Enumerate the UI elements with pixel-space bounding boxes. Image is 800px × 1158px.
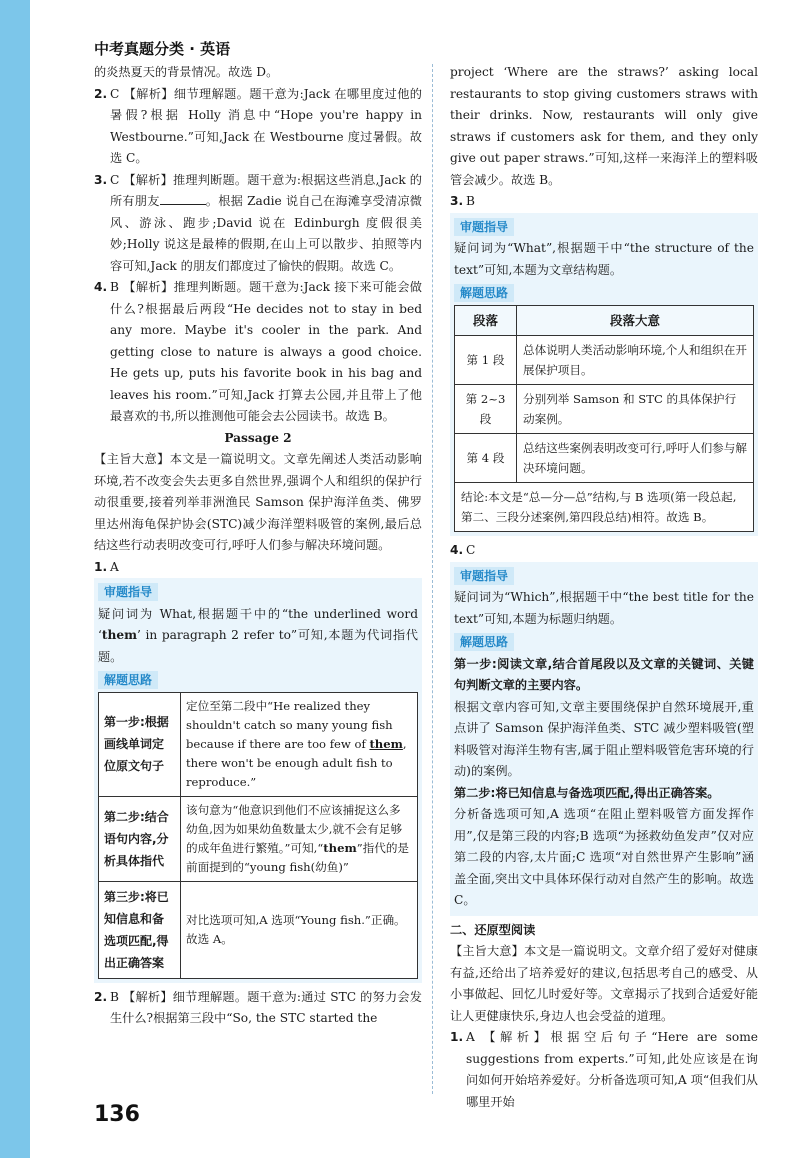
answer-number: 3. [94,172,108,187]
answer-1 [450,1027,758,1113]
paragraph-cell: 第 4 段 [455,434,517,483]
structure-table [454,305,754,533]
answer-2 [94,84,422,170]
answer-4 [450,540,758,562]
conclusion-cell: 结论:本文是“总—分—总”结构,与 B 选项(第一段总起,第二、三段分述案例,第四段总结)相符。故选 B。 [455,483,754,532]
answer-number: 2. [94,86,108,101]
passage-title: Passage 2 [224,430,292,445]
guide-label: 审题指导 [454,567,514,585]
answer-number: 1. [450,1030,464,1044]
column-header: 段落 [455,305,517,336]
table-row [455,483,754,532]
main-idea: 【主旨大意】本文是一篇说明文。文章先阐述人类活动影响环境,若不改变会失去更多自然世界,强调个人和组织的保护行动很重要,接着列举菲洲渔民 Samson 保护海洋鱼类、佛罗里达州海龟保护协会(STC)减少海洋塑料吸管的案例,最后总结这些行动表明改变可行,呼吁人们参与解决环境问题。 [94,452,422,552]
summary-cell: 总体说明人类活动影响环境,个人和组织在开展保护项目。 [517,336,754,385]
answer-2b [94,987,422,1030]
step-label: 第一步:根据画线单词定位原文句子 [99,692,181,796]
guide-text: 疑问词为“Which”,根据题干中“the best title for the text”可知,本题为标题归纳题。 [454,590,754,626]
step-title: 第二步:将已知信息与备选项匹配,得出正确答案。 [454,785,720,800]
column-divider [432,64,433,1094]
step-text: 根据文章内容可知,文章主要围绕保护自然环境展开,重点讲了 Samson 保护海洋鱼类、STC 减少塑料吸管(塑料吸管对海洋生物有害,属于阻止塑料吸管危害环境的行动)的案例。 [454,699,754,778]
step-content: 该句意为“他意识到他们不应该捕捉这么多幼鱼,因为如果幼鱼数量太少,就不会有足够的成年鱼进行繁殖。”可知,“them”指代的是前面提到的“young fish(幼鱼)” [181,796,418,881]
answer-3 [450,191,758,213]
page [30,0,800,1158]
think-label: 解题思路 [454,633,514,651]
answer-letter: A [110,559,119,574]
guide-label: 审题指导 [98,583,158,601]
guide-text: 疑问词为“What”,根据题干中“the structure of the text”可知,本题为文章结构题。 [454,241,754,277]
table-header-row [455,305,754,336]
table-row [99,692,418,796]
think-label: 解题思路 [98,671,158,689]
answer-4 [94,277,422,428]
step-content: 对比选项可知,A 选项“Young fish.”正确。故选 A。 [181,881,418,978]
table-row [455,434,754,483]
main-idea: 【主旨大意】本文是一篇说明文。文章介绍了爱好对健康有益,还给出了培养爱好的建议,包括思考自己的感受、从小事做起、回忆儿时爱好等。文章揭示了找到合适爱好能让人更健康快乐,身边人也会受益的道理。 [450,944,758,1023]
intro-line: 的炎热夏天的背景情况。故选 D。 [94,65,279,79]
step-content: 定位至第二段中“He realized they shouldn't catch so many young fish because if there are too few of them, there won't be enough adult fish to reproduce.” [181,692,418,796]
think-label: 解题思路 [454,284,514,302]
table-row [455,385,754,434]
answer-3 [94,170,422,278]
answer-text: C 【解析】细节理解题。题干意为:Jack 在哪里度过他的暑假?根据 Holly 消息中“Hope you're happy in Westbourne.”可知,Jack 在 Westbourne 度过暑假。故选 C。 [110,86,422,165]
answer-letter: C [466,543,476,557]
left-column [94,62,422,1030]
guide-label: 审题指导 [454,218,514,236]
answer-text: B 【解析】细节理解题。题干意为:通过 STC 的努力会发生什么?根据第三段中“So, the STC started the [110,989,422,1025]
blank-line [160,193,206,205]
paragraph-cell: 第 2~3 段 [455,385,517,434]
section-title: 二、还原型阅读 [450,922,536,937]
page-number: 136 [94,1102,140,1127]
step-label: 第二步:结合语句内容,分析具体指代 [99,796,181,881]
analysis-box [94,578,422,983]
table-row [99,881,418,978]
analysis-box [450,562,758,916]
answer-text: C 【解析】推理判断题。题干意为:根据这些消息,Jack 的所有朋友 。根据 Zadie 说自己在海滩享受清凉微风、游泳、跑步;David 说在 Edinburgh 度假很美妙;Holly 说这是最棒的假期,在山上可以散步、拍照等内容可知,Jack 的朋友们都度过了愉快的假期。故选 C。 [110,172,422,273]
column-header: 段落大意 [517,305,754,336]
guide-text: 疑问词为 What,根据题干中的“the underlined word ‘them’ in paragraph 2 refer to”可知,本题为代词指代题。 [98,606,418,664]
step-title: 第一步:阅读文章,结合首尾段以及文章的关键词、关键句判断文章的主要内容。 [454,656,754,692]
answer-text: A 【解析】根据空后句子“Here are some suggestions from experts.”可知,此处应该是在询问如何开始培养爱好。分析备选项可知,A 项“但我们从哪里开始 [466,1030,758,1109]
answer-number: 3. [450,194,464,208]
answer-number: 2. [94,989,108,1004]
table-row [99,796,418,881]
answer-letter: B [466,194,475,208]
summary-cell: 分别列举 Samson 和 STC 的具体保护行动案例。 [517,385,754,434]
page-header: 中考真题分类 · 英语 [94,40,231,58]
answer-number: 4. [450,543,464,557]
paragraph-cell: 第 1 段 [455,336,517,385]
table-row [455,336,754,385]
continued-text: project ‘Where are the straws?’ asking local restaurants to stop giving customers straws with their drinks. Now, restaurants will only give straws if customers ask for them, and they only give out paper straws.”可知,这样一来海洋上的塑料吸管会减少。故选 B。 [450,65,758,187]
right-column [450,62,758,1113]
answer-1 [94,557,422,579]
analysis-box [450,213,758,537]
answer-text: B 【解析】推理判断题。题干意为:Jack 接下来可能会做什么?根据最后两段“He decides not to stay in bed any more. Maybe it's cooler in the park. And getting close to nature is always a good choice. He gets up, puts his favorite book in his bag and leaves his room.”可知,Jack 打算去公园,并且带上了他最喜欢的书,所以推测他可能会去公园读书。故选 B。 [110,280,422,423]
answer-number: 1. [94,559,108,574]
steps-table [98,692,418,979]
answer-number: 4. [94,280,108,294]
step-label: 第三步:将已知信息和备选项匹配,得出正确答案 [99,881,181,978]
summary-cell: 总结这些案例表明改变可行,呼吁人们参与解决环境问题。 [517,434,754,483]
step-text: 分析备选项可知,A 选项“在阻止塑料吸管方面发挥作用”,仅是第三段的内容;B 选项“为拯救幼鱼发声”仅对应第二段的内容,太片面;C 选项“对自然世界产生影响”涵盖全面,突出文中具体环保行动对自然产生的影响。故选 C。 [454,807,754,907]
